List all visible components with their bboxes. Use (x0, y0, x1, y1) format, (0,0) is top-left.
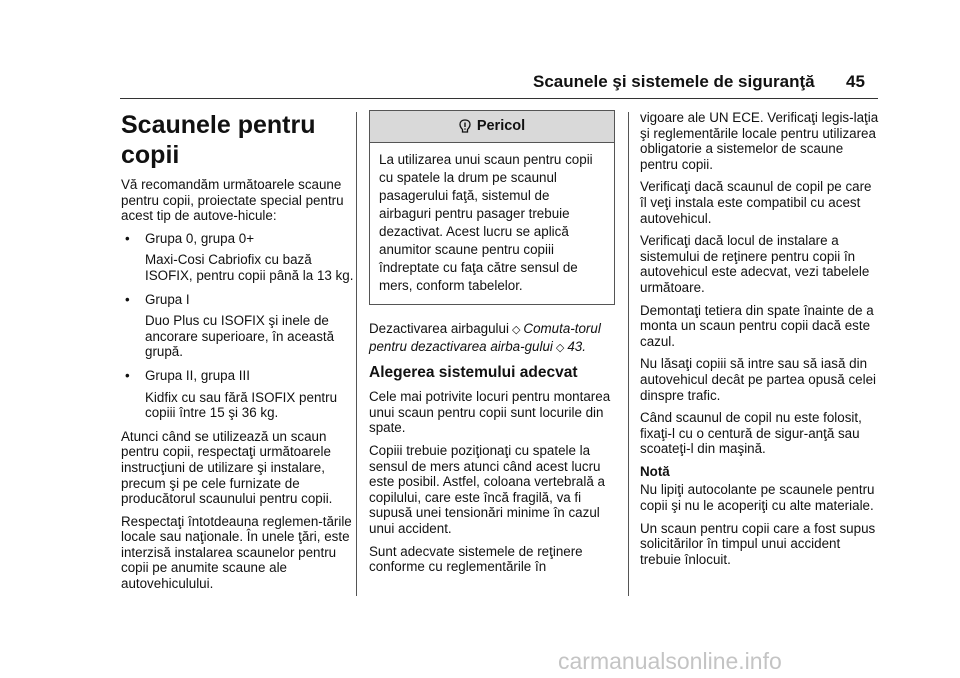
body-paragraph: Copiii trebuie poziţionaţi cu spatele la sensul de mers atunci când acest lucru este posibil. Astfel, coloana vertebrală a copilului, care este încă fragilă, va fi supusă unei tensionări minime în cazul unui accident. (369, 442, 605, 536)
danger-icon (459, 119, 471, 133)
intro-paragraph: Vă recomandăm următoarele scaune pentru copii, proiectate special pentru acest tip de autove‐hicule: (121, 177, 344, 224)
bullet-icon: • (125, 291, 130, 307)
body-paragraph: Atunci când se utilizează un scaun pentru copii, respectaţi următoarele instrucţiuni de utilizare şi instalare, precum şi pe cele furnizate de producătorul scaunului pentru copii. (121, 428, 333, 507)
body-paragraph: Sunt adecvate sistemele de reţinere conforme cu reglementările în (369, 543, 583, 575)
deactivation-text: Dezactivarea airbagului (369, 321, 509, 336)
body-paragraph: Verificaţi dacă scaunul de copil pe care îl veţi instala este compatibil cu acest autovehicul. (640, 179, 872, 226)
subsection-heading: Alegerea sistemului adecvat (369, 364, 578, 382)
body-paragraph: Nu lăsaţi copiii să intre sau să iasă din autovehicul decât pe partea opusă celei dinspre trafic. (640, 356, 876, 403)
header-title: Scaunele şi sistemele de siguranţă (533, 72, 815, 91)
group-label: Grupa I (145, 291, 190, 307)
body-paragraph: Cele mai potrivite locuri pentru montarea unui scaun pentru copii sunt locurile din spate. (369, 389, 611, 436)
bullet-icon: • (125, 367, 130, 383)
column-divider-2 (628, 112, 629, 596)
cross-reference-icon: ◇ (555, 341, 565, 354)
note-text: Nu lipiţi autocolante pe scaunele pentru copii şi nu le acoperiţi cu alte materiale. (640, 482, 875, 514)
group-label: Grupa II, grupa III (145, 367, 250, 383)
section-heading: Scaunele pentru copii (121, 111, 316, 169)
group-detail: Kidfix cu sau fără ISOFIX pentru copiii între 15 şi 36 kg. (145, 389, 338, 421)
list-item (121, 368, 356, 384)
danger-box (369, 110, 615, 305)
cross-reference-paragraph (369, 321, 619, 356)
note-title: Notă (640, 463, 670, 479)
column-divider-1 (356, 112, 357, 596)
list-item (121, 231, 356, 247)
group-detail: Duo Plus cu ISOFIX şi inele de ancorare superioare, în această grupă. (145, 313, 335, 360)
page-number: 45 (846, 72, 865, 91)
column-2 (369, 110, 619, 582)
danger-title: Pericol (476, 117, 526, 134)
danger-box-header (370, 111, 614, 143)
body-paragraph: Verificaţi dacă locul de instalare a sistemului de reţinere pentru copii în autovehicul este adecvat, vezi tabelele următoare. (640, 233, 870, 295)
deactivation-page[interactable]: 43. (567, 338, 586, 354)
danger-text: La utilizarea unui scaun pentru copii cu spatele la drum pe scaunul pasagerului faţă, sistemul de airbaguri pentru pasager trebuie dezactivat. Acest lucru se aplică anumitor scaune pentru copiii îndreptate cu faţa către sensul de mers, conform tabelelor. (379, 152, 593, 293)
body-paragraph: Demontaţi tetiera din spate înainte de a monta un scaun pentru copii dacă este cazul. (640, 302, 874, 349)
body-paragraph: vigoare ale UN ECE. Verificaţi legis‐laţia şi reglementările locale pentru utilizarea obligatorie a sistemelor de scaune pentru copii. (640, 110, 879, 172)
body-paragraph: Respectaţi întotdeauna reglemen‐tările locale sau naţionale. În unele ţări, este interzisă instalarea scaunelor pentru copii pe anumite scaune ale autovehiculului. (121, 513, 352, 592)
body-paragraph: Un scaun pentru copii care a fost supus solicitărilor în timpul unui accident trebuie înlocuit. (640, 520, 876, 567)
watermark: carmanualsonline.info (558, 648, 782, 674)
group-label: Grupa 0, grupa 0+ (145, 230, 255, 246)
bullet-icon: • (125, 230, 130, 246)
list-item (121, 292, 356, 308)
header-divider (120, 98, 878, 99)
cross-reference-icon: ◇ (511, 324, 521, 336)
column-3 (640, 110, 880, 574)
body-paragraph: Când scaunul de copil nu este folosit, fixaţi-l cu o centură de sigur‐anţă sau scoateţi-l din maşină. (640, 410, 862, 457)
page-header (0, 72, 960, 96)
deactivation-link[interactable]: Comuta‐torul pentru dezactivarea airba‐gului (369, 321, 601, 354)
group-detail: Maxi-Cosi Cabriofix cu bază ISOFIX, pentru copii până la 13 kg. (145, 252, 354, 283)
column-1 (121, 110, 356, 599)
